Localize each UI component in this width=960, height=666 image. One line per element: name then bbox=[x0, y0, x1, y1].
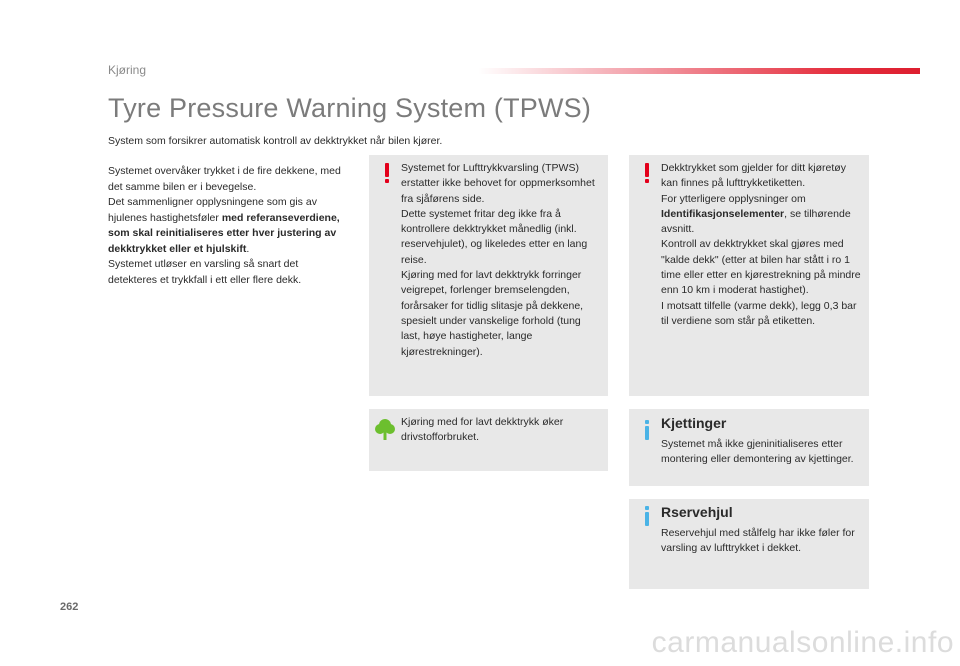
intro-text-bold: med referanseverdiene, som skal reinitialiseres etter hver justering av dekktrykket eller et hjulskift bbox=[108, 211, 340, 255]
eco-box-text: Kjøring med for lavt dekktrykk øker drivstofforbruket. bbox=[401, 416, 564, 444]
info-box-spare-text: Reservehjul med stålfelg har ikke føler for varsling av lufttrykket i dekket. bbox=[661, 527, 855, 555]
eco-tree-icon bbox=[375, 417, 395, 446]
warning-box-tpws bbox=[369, 155, 608, 396]
page-subtitle: System som forsikrer automatisk kontroll av dekktrykket når bilen kjører. bbox=[108, 135, 443, 147]
info-icon bbox=[639, 418, 655, 447]
warning-box-pressure-part1: Dekktrykket som gjelder for ditt kjøretøy kan finnes på lufttrykketiketten. For ytterligere opplysninger om bbox=[661, 162, 846, 205]
warning-exclamation-icon bbox=[639, 161, 655, 190]
warning-box-pressure-bold: Identifikasjonselementer bbox=[661, 207, 785, 220]
info-box-chains-text: Systemet må ikke gjeninitialiseres etter montering eller demontering av kjettinger. bbox=[661, 438, 854, 466]
warning-box-pressure-text bbox=[661, 161, 863, 329]
warning-box-pressure-part2: , se tilhørende avsnitt. Kontroll av dekktrykket skal gjøres med "kalde dekk" (etter at bilen har stått i ro 1 time eller etter en kjørestrekning på mindre enn 10 km i moderat hastighet). I motsatt tilfelle (varme dekk), legg 0,3 bar til verdiene som står på etiketten. bbox=[661, 207, 861, 327]
intro-text-part2: . Systemet utløser en varsling så snart det detekteres et trykkfall i ett eller flere dekk. bbox=[108, 242, 302, 286]
info-box-chains-heading: Kjettinger bbox=[661, 415, 727, 431]
watermark: carmanualsonline.info bbox=[651, 626, 954, 659]
intro-paragraph bbox=[108, 164, 348, 288]
intro-text-part1: Systemet overvåker trykket i de fire dekkene, med det samme bilen er i bevegelse. Det sammenligner opplysningene som gis av hjulenes hastighetsføler bbox=[108, 165, 341, 224]
info-box-spare-heading: Rservehjul bbox=[661, 504, 733, 520]
info-box-spare-wheel bbox=[629, 499, 869, 589]
eco-box bbox=[369, 409, 608, 471]
warning-exclamation-icon bbox=[379, 161, 395, 190]
warning-box-pressure-label bbox=[629, 155, 869, 396]
info-icon bbox=[639, 504, 655, 533]
header-accent-bar bbox=[478, 68, 920, 74]
info-box-chains bbox=[629, 409, 869, 486]
page-number: 262 bbox=[60, 601, 79, 613]
page-title: Tyre Pressure Warning System (TPWS) bbox=[108, 93, 592, 123]
section-label: Kjøring bbox=[108, 63, 147, 77]
warning-box-tpws-text: Systemet for Lufttrykkvarsling (TPWS) erstatter ikke behovet for oppmerksomhet fra sjåførens side. Dette systemet fritar deg ikke fra å kontrollere dekktrykket månedlig (inkl. reservehjulet), og likeledes etter en lang reise. Kjøring med for lavt dekktrykk forringer veigrepet, forlenger bremselengden, forårsaker for tidlig slitasje på dekkene, spesielt under vanskelige forhold (tung last, høye hastigheter, lange kjørestrekninger). bbox=[401, 162, 595, 358]
